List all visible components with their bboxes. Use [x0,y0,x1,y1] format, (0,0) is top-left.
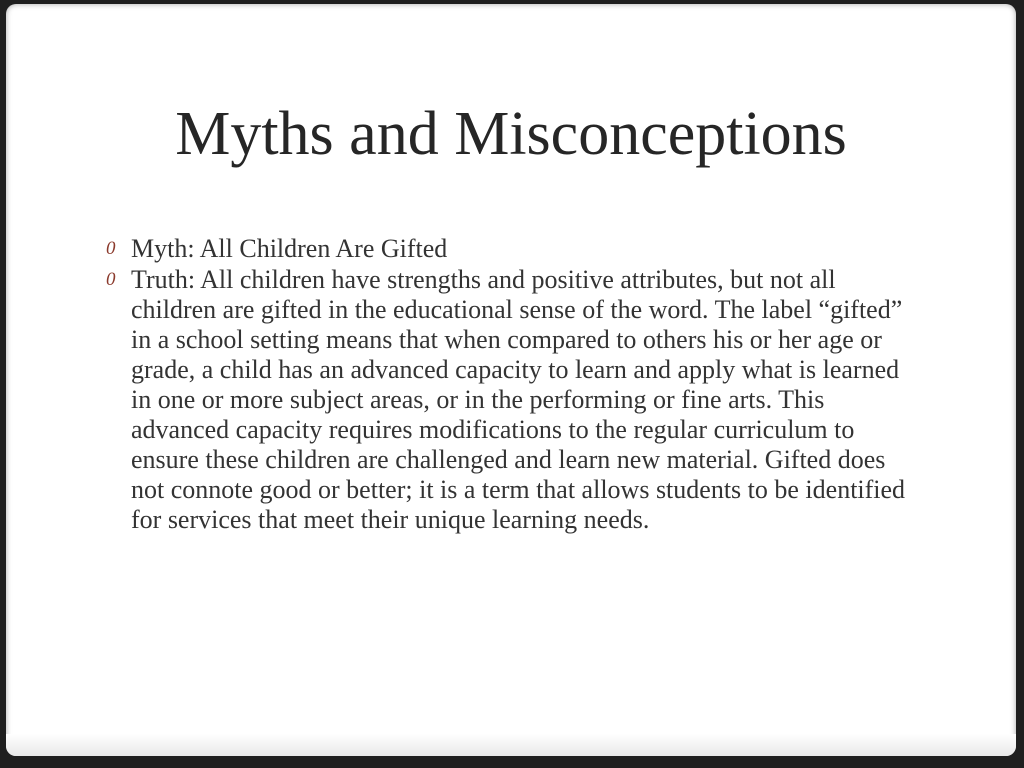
slide-title: Myths and Misconceptions [175,100,847,168]
bullet-marker-icon: 0 [106,238,116,259]
slide [6,4,1016,756]
bullet-item-truth [104,265,924,535]
bullet-list [104,234,924,536]
bullet-text: Myth: All Children Are Gifted [131,234,448,263]
bullet-text: Truth: All children have strengths and positive attributes, but not all children are gifted in the educational sense of the word. The label “gifted” in a school setting means that when compared to others his or her age or grade, a child has an advanced capacity to learn and apply what is learned in one or more subject areas, or in the performing or fine arts. This advanced capacity requires modifications to the regular curriculum to ensure these children are challenged and learn new material. Gifted does not connote good or better; it is a term that allows students to be identified for services that meet their unique learning needs. [131,265,906,534]
bullet-marker-icon: 0 [106,269,116,290]
bullet-item-myth [104,234,924,264]
